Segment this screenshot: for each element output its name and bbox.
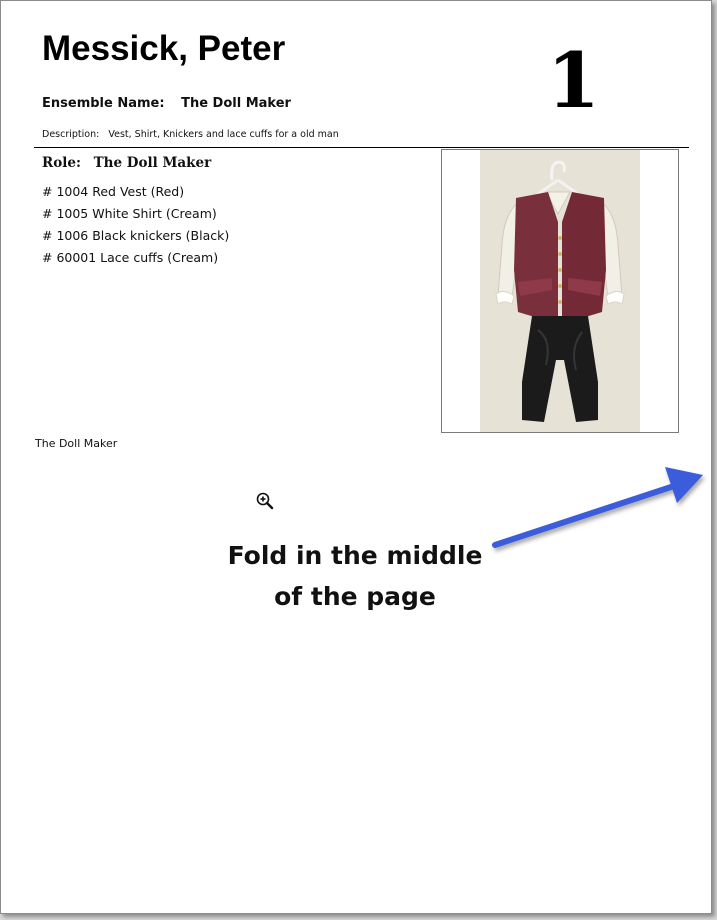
role-row <box>42 154 211 172</box>
costume-item: # 1006 Black knickers (Black) <box>42 228 230 243</box>
description-text: Vest, Shirt, Knickers and lace cuffs for a old man <box>108 129 339 140</box>
role-label: Role: <box>42 155 81 171</box>
zoom-in-icon[interactable] <box>255 491 275 511</box>
annotation-line-2: of the page <box>274 582 436 611</box>
description-label: Description: <box>42 129 100 140</box>
page-number: 1 <box>547 36 600 125</box>
costume-item-list <box>42 181 229 269</box>
fold-annotation <box>201 535 509 617</box>
annotation-line-1: Fold in the middle <box>227 541 483 570</box>
divider-line <box>34 147 689 148</box>
description-row <box>42 128 339 142</box>
arrow-pointer-icon <box>481 461 711 561</box>
ensemble-label: Ensemble Name: <box>42 96 165 111</box>
footer-ensemble-label: The Doll Maker <box>35 437 118 450</box>
costume-item: # 60001 Lace cuffs (Cream) <box>42 250 219 265</box>
costume-photo <box>441 149 679 433</box>
ensemble-row <box>42 95 291 113</box>
costume-photo-image <box>442 150 678 432</box>
person-name: Messick, Peter <box>42 29 286 68</box>
costume-item: # 1005 White Shirt (Cream) <box>42 206 217 221</box>
costume-item: # 1004 Red Vest (Red) <box>42 184 185 199</box>
ensemble-name: The Doll Maker <box>181 96 291 111</box>
role-name: The Doll Maker <box>93 155 212 171</box>
